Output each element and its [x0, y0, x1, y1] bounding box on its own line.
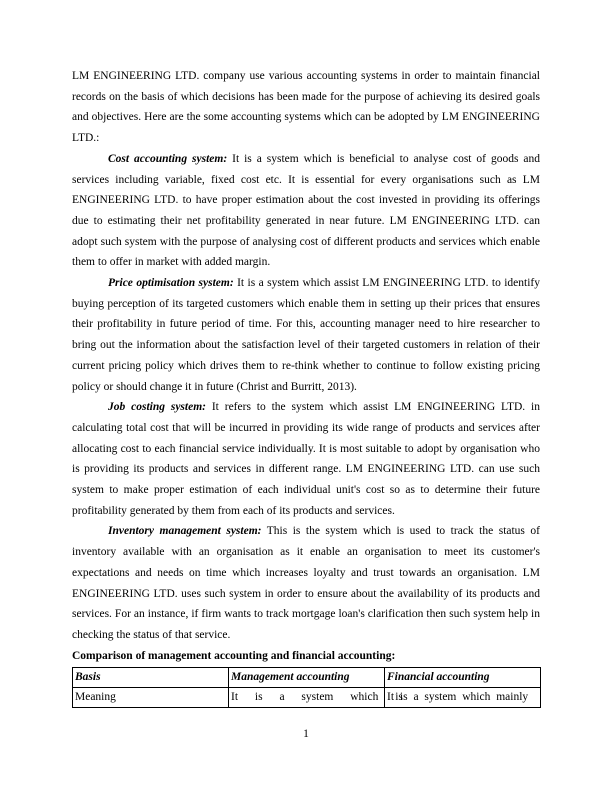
- paragraph-cost-accounting: [72, 149, 540, 273]
- text-job-costing: It refers to the system which assist LM ENGINEERING LTD. in calculating total cost that will be incurred in providing its wide range of products and services after allocating cost to each financial service individually. It is most suitable to adopt by organisation who is providing its products and services in different range. LM ENGINEERING LTD. can use such system to make proper estimation of each individual unit's cost so as to determine their future profitability generated by them from each of its products and services.: [72, 401, 540, 517]
- document-body: [72, 66, 540, 708]
- term-inventory-management: Inventory management system:: [108, 525, 262, 538]
- intro-paragraph: LM ENGINEERING LTD. company use various accounting systems in order to maintain financial records on the basis of which decisions has been made for the purpose of achieving its desired goals and objectives. Here are the some accounting systems which can be adopted by LM ENGINEERING LTD.:: [72, 70, 540, 145]
- page-number: 1: [303, 728, 309, 740]
- text-cost-accounting: It is a system which is beneficial to analyse cost of goods and services including variable, fixed cost etc. It is essential for every organisations such as LM ENGINEERING LTD. to have proper estimation about the cost invested in providing its offerings due to estimating their net profitability generated in near future. LM ENGINEERING LTD. can adopt such system with the purpose of analysing cost of different products and services which enable them to offer in market with added margin.: [72, 152, 540, 269]
- header-financial-accounting: Financial accounting: [385, 667, 541, 687]
- term-cost-accounting: Cost accounting system:: [108, 152, 228, 165]
- table-header-row: [73, 667, 541, 687]
- text-inventory-management: This is the system which is used to track the status of inventory available with an organisation as it enable an organisation to meet its customer's expectations and needs on time which increases loyalty and trust towards an organisation. LM ENGINEERING LTD. uses such system in order to ensure about the availability of its products and services. For an instance, if firm wants to track mortgage loan's clarification then such system help in checking the status of that service.: [72, 525, 540, 641]
- comparison-heading: Comparison of management accounting and financial accounting:: [72, 649, 396, 662]
- header-management-accounting: Management accounting: [229, 667, 385, 687]
- table-row: [73, 687, 541, 707]
- term-price-optimisation: Price optimisation system:: [108, 277, 234, 290]
- paragraph-price-optimisation: [72, 273, 540, 397]
- paragraph-job-costing: [72, 397, 540, 521]
- paragraph-inventory-management: [72, 521, 540, 645]
- comparison-table: [72, 667, 541, 708]
- cell-management: It is a system which is: [229, 687, 385, 707]
- header-basis: Basis: [73, 667, 229, 687]
- text-price-optimisation: It is a system which assist LM ENGINEERING LTD. to identify buying perception of its targeted customers which enable them in setting up their prices that ensures their profitability in future period of time. For this, accounting manager need to hire researcher to bring out the information about the satisfaction level of their targeted customers in relation of their current pricing policy which drives them to re-think whether to continue to follow existing pricing policy or should change it in future (Christ and Burritt, 2013).: [72, 277, 540, 393]
- cell-financial: It is a system which mainly: [385, 687, 541, 707]
- cell-basis: Meaning: [73, 687, 229, 707]
- term-job-costing: Job costing system:: [108, 401, 206, 414]
